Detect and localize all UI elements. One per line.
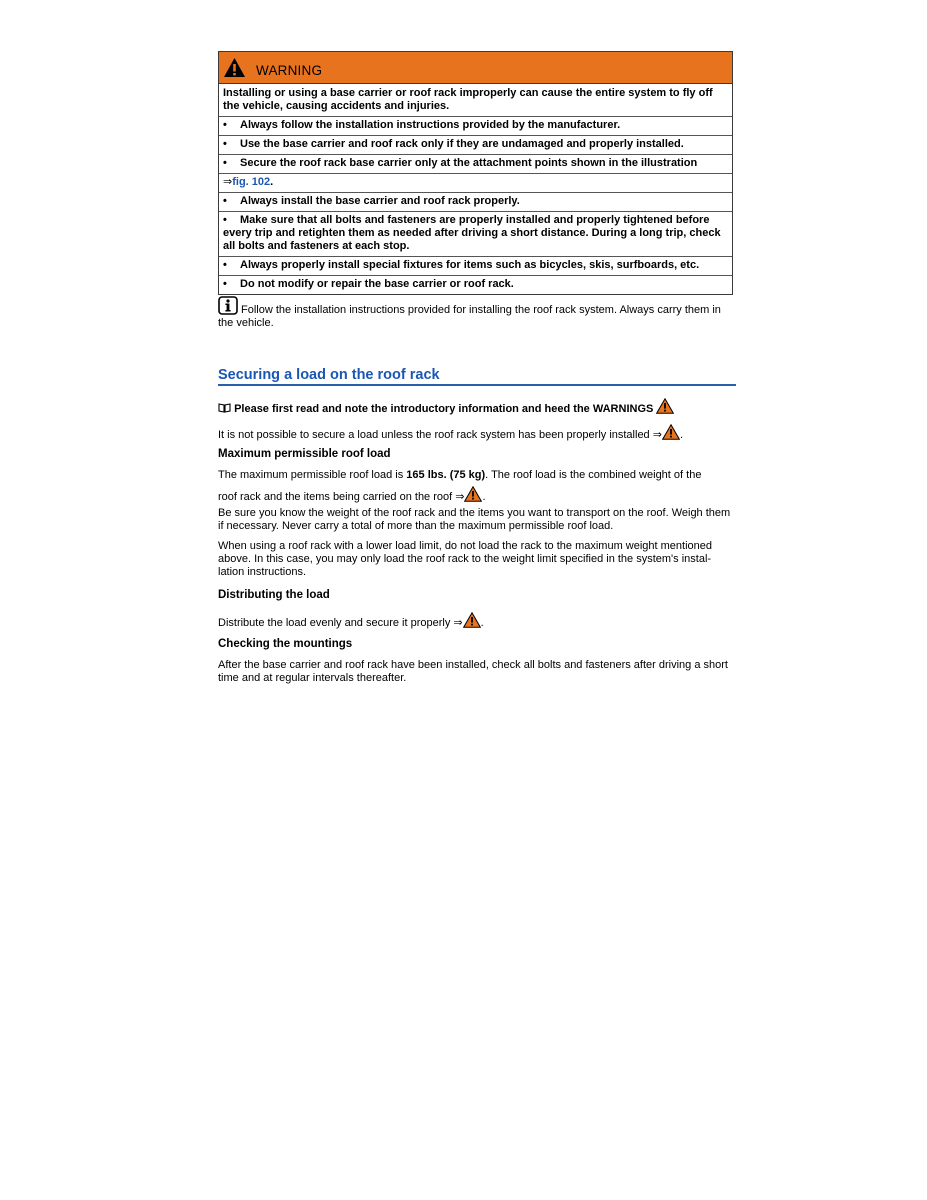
section-title: Securing a load on the roof rack: [218, 367, 736, 386]
max-load-p1: The maximum permissible roof load is 165 lbs. (75 kg). The roof load is the combined weight of the: [218, 469, 702, 481]
intro-paragraph: It is not possible to secure a load unless the roof rack system has been properly installed ⇒ .: [218, 424, 733, 442]
warning-triangle-icon[interactable]: [463, 612, 481, 628]
checking-heading: Checking the mountings: [218, 638, 353, 650]
max-load-heading: Maximum permissible roof load: [218, 448, 391, 460]
warning-intro: Installing or using a base carrier or roof rack improperly can cause the entire system to fly off the vehicle, causing accidents and injuries.: [223, 87, 713, 112]
warning-triangle-icon[interactable]: [464, 486, 482, 502]
warning-item: • Always install the base carrier and roof rack properly.: [219, 192, 732, 211]
warning-triangle-icon[interactable]: [656, 398, 674, 414]
max-load-p2: Be sure you know the weight of the roof rack and the items you want to transport on the roof. Weigh them if necessary. Never carry a total of more than the maximum permissible roof load.: [218, 507, 731, 532]
info-icon: [218, 296, 238, 315]
warning-item: • Do not modify or repair the base carrier or roof rack.: [219, 275, 732, 294]
distributing-text: Distribute the load evenly and secure it properly ⇒ .: [218, 612, 733, 630]
warning-header: [219, 52, 732, 84]
warning-triangle-icon[interactable]: [662, 424, 680, 440]
warning-box: [218, 51, 733, 295]
warning-item: • Make sure that all bolts and fasteners are properly installed and properly tightened before every trip and retighten them as needed after driving a short distance. During a long trip, check all bolts and fasteners at each stop.: [219, 211, 732, 256]
warning-body: [219, 84, 732, 294]
distributing-heading: Distributing the load: [218, 589, 330, 601]
warning-fig-ref-row: ⇒fig. 102.: [219, 173, 732, 192]
book-icon: [218, 403, 231, 413]
max-load-p1-line2: roof rack and the items being carried on the roof ⇒ .: [218, 486, 733, 504]
info-note: [218, 296, 733, 330]
max-load-value: 165 lbs. (75 kg): [406, 469, 486, 481]
warning-item: • Use the base carrier and roof rack only if they are undamaged and properly installed.: [219, 135, 732, 154]
arrow-symbol: ⇒: [223, 176, 233, 188]
max-load-p3: When using a roof rack with a lower load limit, do not load the rack to the maximum weight mentioned above. In this case, you may only load the roof rack to the weight limit specified in the system's instal-lation instructions.: [218, 540, 713, 578]
warning-item: • Always follow the installation instructions provided by the manufacturer.: [219, 116, 732, 135]
warning-triangle-icon: [223, 57, 246, 78]
warning-title: WARNING: [256, 63, 323, 78]
warning-item: • Always properly install special fixtures for items such as bicycles, skis, surfboards, etc.: [219, 256, 732, 275]
warning-item: • Secure the roof rack base carrier only at the attachment points shown in the illustration: [219, 154, 732, 173]
read-first-text: Please first read and note the introductory information and heed the WARNINGS: [234, 403, 654, 415]
fig-102-link[interactable]: fig. 102: [232, 176, 271, 188]
checking-text: After the base carrier and roof rack have been installed, check all bolts and fasteners after driving a short time and at regular intervals thereafter.: [218, 659, 728, 684]
note-text: Follow the installation instructions provided for installing the roof rack system. Always carry them in the vehicle.: [218, 304, 721, 329]
read-first-line: [218, 398, 733, 416]
